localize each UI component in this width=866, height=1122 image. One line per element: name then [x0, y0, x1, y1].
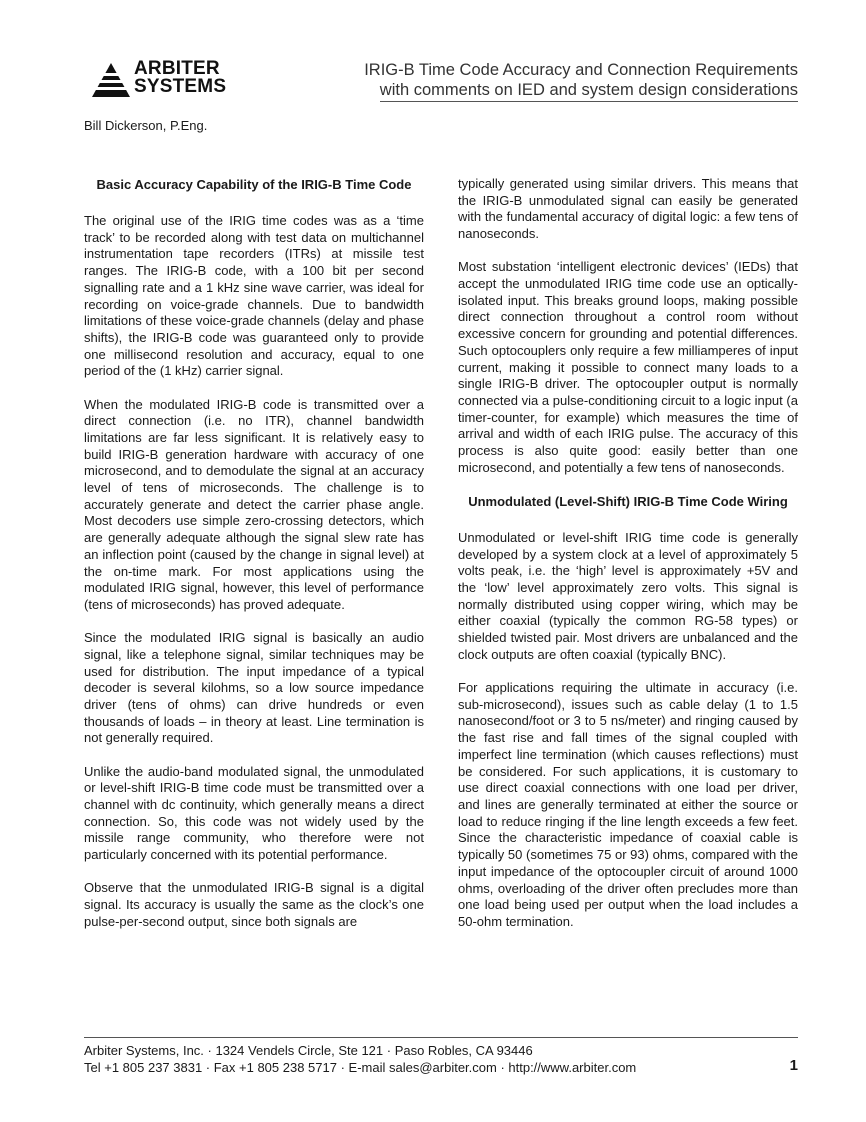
footer-contact-info: Tel +1 805 237 3831 · Fax +1 805 238 5717 · E-mail sales@arbiter.com · http://www.arbiter.com — [84, 1059, 637, 1075]
paragraph: Since the modulated IRIG signal is basically an audio signal, like a telephone signal, similar techniques may be used for distribution. The input impedance of a typical decoder is several kilohms, so a low source impedance driver (tens of ohms) can drive hundreds or even thousands of loads – in theory at least. Line termination is not generally required. — [84, 630, 424, 746]
footer-divider — [84, 1037, 798, 1038]
right-column — [458, 176, 798, 931]
paragraph: Observe that the unmodulated IRIG-B signal is a digital signal. Its accuracy is usually the same as the clock’s one pulse-per-second output, since both signals are — [84, 880, 424, 929]
logo-wordmark — [134, 60, 226, 96]
page-number: 1 — [789, 1057, 798, 1074]
paragraph: Unlike the audio-band modulated signal, the unmodulated or level-shift IRIG-B time code must be transmitted over a channel with dc continuity, which generally means a direct connection. So, this code was not widely used by the missile range community, who therefore were not particularly concerned with its potential performance. — [84, 763, 424, 863]
paragraph: For applications requiring the ultimate in accuracy (i.e. sub-microsecond), issues such as cable delay (1 to 1.5 nanosecond/foot or 3 to 5 ns/meter) and ringing caused by the fast rise and fall times of the signal coupled with imperfect line termination (which causes reflections) must be considered. For such applications, it is customary to use direct coaxial connections with one load per driver, and lines are generally terminated at either the source or load to reduce ringing if the line length exceeds a few feet. Since the characteristic impedance of coaxial cable is typically 50 (sometimes 75 or 93) ohms, compared with the input impedance of the optocoupler circuit of around 1000 ohms, overloading of the driver often precludes more than one load being used per output when the load includes a 50-ohm termination. — [458, 680, 798, 929]
paragraph: The original use of the IRIG time codes was as a ‘time track’ to be recorded along with test data on multichannel instrumentation tape recorders (ITRs) at missile test ranges. The IRIG-B code, with a 100 bit per second signalling rate and a 1 kHz sine wave carrier, was ideal for recording on voice-grade channels. Due to bandwidth limitations of these voice-grade channels (delay and phase shifts), the IRIG-B code was guaranteed only to provide one millisecond resolution and accuracy, equal to one period of the (1 kHz) carrier signal. — [84, 213, 424, 379]
header-divider — [380, 101, 798, 102]
paragraph: Unmodulated or level-shift IRIG time code is generally developed by a system clock at a level of approximately 5 volts peak, i.e. the ‘high’ level is approximately +5V and the ‘low’ level approximately zero volts. This signal is normally distributed using copper wiring, which may be either coaxial (typically the common RG-58 types) or shielded twisted pair. Most drivers are unbalanced and the clock outputs are often coaxial (typically BNC). — [458, 529, 798, 662]
title-line-1: IRIG-B Time Code Accuracy and Connection Requirements — [364, 61, 798, 79]
arbiter-logo-icon — [90, 62, 132, 98]
document-title — [364, 60, 798, 100]
title-line-2: with comments on IED and system design considerations — [379, 81, 798, 99]
section-heading-accuracy: Basic Accuracy Capability of the IRIG-B Time Code — [96, 177, 412, 192]
logo-line-1: ARBITER — [134, 58, 220, 79]
paragraph: Most substation ‘intelligent electronic devices’ (IEDs) that accept the unmodulated IRIG time code use an optically-isolated input. This breaks ground loops, making possible direct connection throughout a control room without excessive concern for grounding and potential differences. Such optocouplers only require a few milliamperes of input current, making it possible to connect many loads to a single IRIG-B driver. The optocoupler output is normally connected via a pulse-conditioning circuit to a logic input (a timer-counter, for example) which measures the time of arrival and width of each IRIG pulse. The accuracy of this process is also quite good: easily better than one microsecond, and potentially a few tens of nanoseconds. — [458, 259, 798, 475]
paragraph: When the modulated IRIG-B code is transmitted over a direct connection (i.e. no ITR), channel bandwidth limitations are far less significant. It is relatively easy to build IRIG-B generation hardware with accuracy of one microsecond, and to demodulate the signal at an accuracy level of tens of microseconds. The challenge is to accurately generate and detect the carrier phase angle. Most decoders use simple zero-crossing detectors, which are generally adequate although the signal slew rate has an inflection point (caused by the change in signal level) at the on-time mark. For most applications using the modulated IRIG signal, however, this level of performance (tens of microseconds) has proved adequate. — [84, 396, 424, 612]
footer-address: Arbiter Systems, Inc. · 1324 Vendels Circle, Ste 121 · Paso Robles, CA 93446 — [84, 1043, 533, 1058]
paragraph: typically generated using similar drivers. This means that the IRIG-B unmodulated signal can easily be generated with the fundamental accuracy of digital logic: a few tens of nanoseconds. — [458, 176, 798, 242]
footer-contact — [84, 1043, 636, 1076]
section-heading-wiring: Unmodulated (Level-Shift) IRIG-B Time Code Wiring — [468, 493, 788, 509]
logo-line-2: SYSTEMS — [134, 76, 227, 97]
author-name: Bill Dickerson, P.Eng. — [84, 118, 208, 133]
left-column — [84, 176, 424, 930]
company-logo — [90, 60, 240, 100]
